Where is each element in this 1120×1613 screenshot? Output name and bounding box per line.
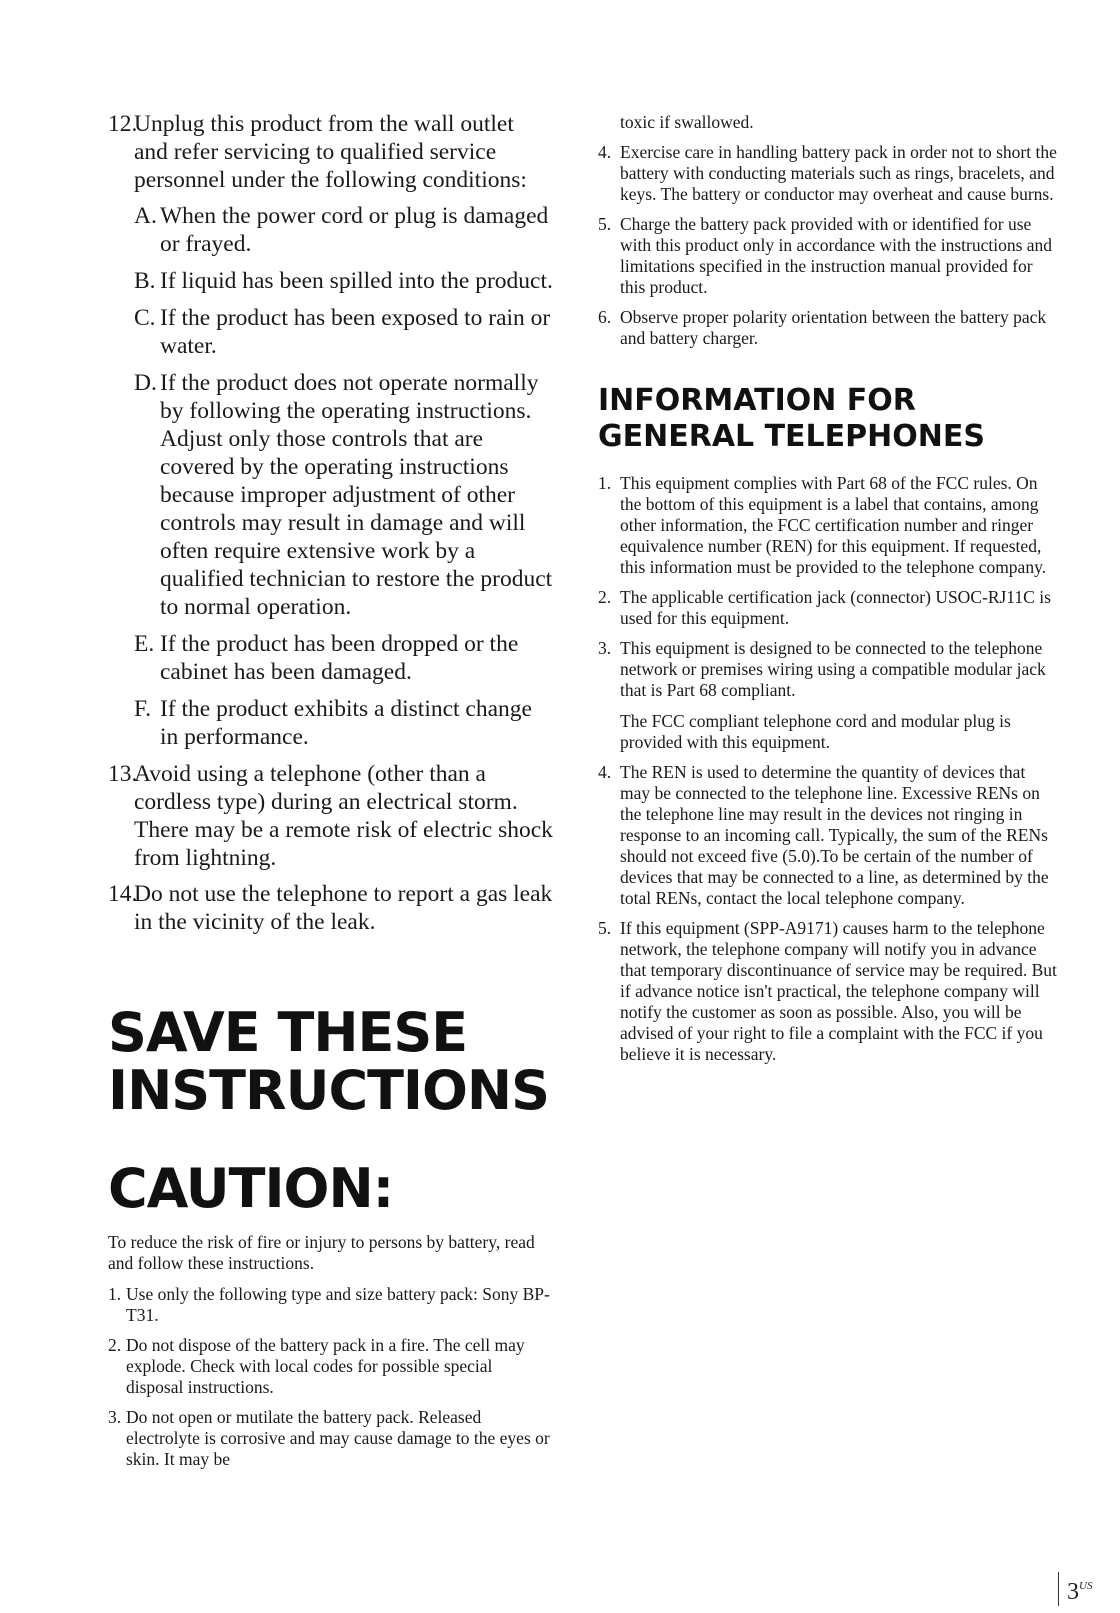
item-number: 4.: [598, 142, 612, 162]
caution-item-6: [598, 307, 1058, 349]
item-text: Charge the battery pack provided with or identified for use with this product only in accordance with the instructions and limitations specified in the instruction manual provided for this product.: [620, 214, 1053, 297]
item-number: 5.: [598, 214, 612, 234]
info-item-1: [598, 473, 1058, 578]
item-number: 13.: [108, 761, 138, 787]
item-text: If this equipment (SPP-A9171) causes harm to the telephone network, the telephone company will notify you in advance that temporary discontinuance of service may be required. But if advance notice isn't practical, the telephone company will notify the customer as soon as possible. Also, you will be advised of your right to file a complaint with the FCC if you believe it is necessary.: [620, 918, 1057, 1064]
item-number: 6.: [598, 307, 612, 327]
info-general-telephones-heading: [598, 383, 1058, 455]
item-number: 2.: [598, 587, 612, 607]
item-text: If the product does not operate normally by following the operating instructions. Adjust only those controls that are covered by the operating instructions because improper adjustment of other controls may result in damage and will often require extensive work by a qualified technician to restore the product to normal operation.: [160, 370, 553, 620]
sub-item-a: [134, 202, 553, 258]
save-instructions-heading: [108, 1001, 553, 1122]
item-number: 14.: [108, 881, 138, 907]
item-number: 1.: [598, 473, 612, 493]
page-number-value: 3: [1067, 1579, 1079, 1605]
item-letter: A.: [134, 203, 157, 229]
item-letter: B.: [134, 268, 156, 294]
caution-item-4: [598, 142, 1058, 205]
info-item-2: [598, 587, 1058, 629]
caution-heading: CAUTION:: [108, 1157, 394, 1220]
item-letter: E.: [134, 631, 155, 657]
item-text: Avoid using a telephone (other than a cordless type) during an electrical storm. There may be a remote risk of electric shock from lightning.: [134, 761, 553, 871]
caution-item-5: [598, 214, 1058, 298]
info-item-4: [598, 762, 1058, 909]
item-number: 3.: [108, 1407, 122, 1427]
info-item-5: [598, 918, 1058, 1065]
item-text: If the product has been exposed to rain or water.: [160, 305, 551, 359]
caution-item-2: [108, 1335, 553, 1398]
caution-item-3: [108, 1407, 553, 1470]
page-number: [1058, 1572, 1092, 1606]
item-text: Observe proper polarity orientation between the battery pack and battery charger.: [620, 307, 1047, 348]
item-text: If the product has been dropped or the cabinet has been damaged.: [160, 631, 519, 685]
continued-text: toxic if swallowed.: [620, 112, 754, 132]
item-paragraph: The FCC compliant telephone cord and modular plug is provided with this equipment.: [620, 711, 1011, 752]
item-number: 2.: [108, 1335, 122, 1355]
list-item-13: [108, 760, 553, 872]
left-column: [108, 110, 553, 1479]
sub-item-b: [134, 267, 553, 295]
heading-line: GENERAL TELEPHONES: [598, 419, 985, 454]
sub-item-e: [134, 630, 553, 686]
item-letter: F.: [134, 696, 152, 722]
item-text: If liquid has been spilled into the product.: [160, 268, 553, 294]
heading-line: INFORMATION FOR: [598, 383, 916, 418]
item-text: Do not open or mutilate the battery pack. Released electrolyte is corrosive and may cause damage to the eyes or skin. It may be: [126, 1407, 550, 1469]
sub-item-d: [134, 369, 553, 621]
list-item-14: [108, 880, 553, 936]
item-letter: C.: [134, 305, 156, 331]
item-number: 12.: [108, 111, 138, 137]
heading-line: INSTRUCTIONS: [108, 1059, 549, 1122]
item-text: This equipment complies with Part 68 of the FCC rules. On the bottom of this equipment is a label that contains, among other information, the FCC certification number and ringer equivalence number (REN) for this equipment. If requested, this information must be provided to the telephone company.: [620, 473, 1047, 577]
caution-item-1: [108, 1284, 553, 1326]
item-text: The applicable certification jack (connector) USOC-RJ11C is used for this equipment.: [620, 587, 1051, 628]
item-text: If the product exhibits a distinct change in performance.: [160, 696, 532, 750]
item-number: 5.: [598, 918, 612, 938]
item-text: This equipment is designed to be connected to the telephone network or premises wiring using a compatible modular jack that is Part 68 compliant.: [620, 638, 1046, 700]
right-column: [598, 112, 1058, 1074]
page-number-suffix: US: [1079, 1580, 1093, 1592]
list-item-12: [108, 110, 553, 194]
caution-intro: To reduce the risk of fire or injury to persons by battery, read and follow these instructions.: [108, 1232, 535, 1273]
item-text: Unplug this product from the wall outlet and refer servicing to qualified service personnel under the following conditions:: [134, 111, 527, 193]
item-text: Do not use the telephone to report a gas leak in the vicinity of the leak.: [134, 881, 553, 935]
item-letter: D.: [134, 370, 157, 396]
item-text: Use only the following type and size battery pack: Sony BP-T31.: [126, 1284, 550, 1325]
item-text: When the power cord or plug is damaged or frayed.: [160, 203, 549, 257]
item-text: Do not dispose of the battery pack in a fire. The cell may explode. Check with local codes for possible special disposal instructions.: [126, 1335, 525, 1397]
heading-line: SAVE THESE: [108, 1001, 468, 1064]
item-text: Exercise care in handling battery pack in order not to short the battery with conducting materials such as rings, bracelets, and keys. The battery or conductor may overheat and cause burns.: [620, 142, 1057, 204]
item-number: 1.: [108, 1284, 122, 1304]
item-number: 3.: [598, 638, 612, 658]
info-item-3: [598, 638, 1058, 753]
sub-item-f: [134, 695, 553, 751]
item-number: 4.: [598, 762, 612, 782]
sub-item-c: [134, 304, 553, 360]
item-text: The REN is used to determine the quantity of devices that may be connected to the telephone line. Excessive RENs on the telephone line may result in the devices not ringing in response to an incoming call. Typically, the sum of the RENs should not exceed five (5.0).To be certain of the number of devices that may be connected to a line, as determined by the total RENs, contact the local telephone company.: [620, 762, 1049, 908]
